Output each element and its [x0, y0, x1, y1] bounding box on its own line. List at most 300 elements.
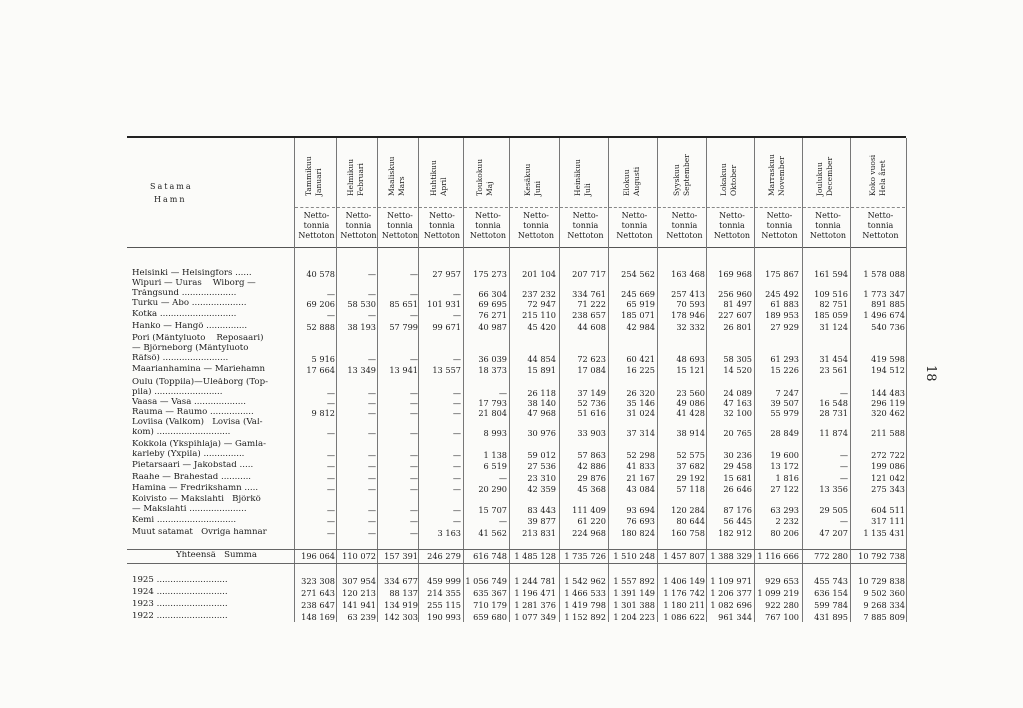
total-cell: 616 748	[473, 551, 507, 561]
table-cell: 38 914	[676, 427, 705, 438]
table-cell: —	[409, 387, 418, 398]
table-cell: 101 931	[427, 299, 461, 309]
row-label-line: Maarianhamina — Mariehamn	[132, 365, 266, 374]
subheader-rule	[295, 207, 335, 208]
table-cell: —	[367, 269, 376, 279]
month-name-fi: Kesäkuu	[523, 163, 532, 196]
row-label-line: Pietarsaari — Jakobstad .....	[132, 461, 254, 470]
year-row-label: 1922 ..........................	[132, 612, 228, 621]
unit-subheader	[294, 211, 339, 241]
table-cell: 19 600	[770, 449, 799, 460]
year-cell: 767 100	[765, 612, 799, 622]
row-label-line: — Björneborg (Mäntyluoto	[132, 343, 249, 353]
year-cell: 1 391 149	[613, 588, 655, 598]
table-cell: 320 462	[871, 408, 905, 418]
table-cell: 6 519	[483, 461, 507, 471]
year-cell: 1 086 622	[663, 612, 705, 622]
table-cell: 237 232	[522, 288, 556, 299]
table-cell: 40 578	[306, 269, 335, 279]
page-number: 18	[923, 365, 938, 382]
table-cell: 213 831	[522, 528, 556, 538]
month-name-fi: Syyskuu	[671, 164, 681, 196]
table-cell: 52 298	[626, 449, 655, 460]
table-cell: —	[409, 473, 418, 483]
year-cell: 929 653	[765, 576, 799, 586]
table-cell: 8 993	[483, 427, 507, 438]
table-cell: 31 454	[819, 353, 848, 364]
month-name-sv: Juli	[582, 183, 592, 196]
month-name-fi: Heinäkuu	[572, 159, 582, 196]
table-cell: 334 761	[572, 288, 606, 299]
table-cell: 16 225	[626, 365, 655, 375]
table-cell: —	[326, 504, 335, 515]
year-cell: 635 367	[473, 588, 507, 598]
row-label-line: Rauma — Raumo ................	[132, 408, 254, 417]
table-cell: —	[839, 387, 848, 398]
month-name-sv: Hela året	[877, 160, 887, 196]
table-cell: 604 511	[871, 504, 905, 515]
table-cell: —	[367, 516, 376, 526]
table-cell: —	[409, 528, 418, 538]
table-cell: 80 206	[770, 528, 799, 538]
table-cell: —	[367, 288, 376, 299]
table-cell: —	[367, 310, 376, 320]
unit-line2: tonnia	[867, 221, 894, 230]
year-cell: 1 542 962	[564, 576, 606, 586]
total-cell: 1 485 128	[514, 551, 556, 561]
table-cell: 29 192	[676, 473, 705, 483]
table-cell: 14 520	[723, 365, 752, 375]
table-cell: 61 220	[577, 516, 606, 526]
year-cell: 10 729 838	[858, 576, 905, 586]
year-cell: 455 743	[814, 576, 848, 586]
table-cell: 41 833	[626, 461, 655, 471]
year-cell: 7 885 809	[863, 612, 905, 622]
year-cell: 9 502 360	[863, 588, 905, 598]
table-cell: —	[367, 461, 376, 471]
year-cell: 1 196 471	[514, 588, 556, 598]
month-name-sv: April	[439, 177, 448, 196]
table-cell: —	[452, 504, 461, 515]
month-header	[475, 148, 497, 196]
table-top-rule	[127, 136, 906, 138]
year-cell: 323 308	[301, 576, 335, 586]
month-header	[304, 148, 326, 196]
table-cell: 28 731	[819, 408, 848, 418]
table-cell: 23 560	[676, 387, 705, 398]
table-cell: 245 669	[621, 288, 655, 299]
year-cell: 88 137	[389, 588, 418, 598]
unit-line1: Netto-	[867, 211, 894, 220]
table-cell: —	[326, 427, 335, 438]
table-cell: 540 736	[871, 322, 905, 332]
unit-subheader	[337, 211, 380, 241]
year-cell: 1 176 742	[663, 588, 705, 598]
subheader-rule	[510, 207, 558, 208]
month-name-fi: Helmikuu	[345, 158, 355, 196]
table-cell: 111 409	[572, 504, 606, 515]
table-cell: —	[452, 387, 461, 398]
table-cell: 27 929	[770, 322, 799, 332]
total-cell: 10 792 738	[858, 551, 905, 561]
table-cell: 109 516	[814, 288, 848, 299]
total-cell: 772 280	[814, 551, 848, 561]
table-cell: 39 507	[770, 398, 799, 408]
table-cell: 16 548	[819, 398, 848, 408]
row-label-line: Wipuri — Uuras Wiborg —	[132, 279, 256, 288]
table-cell: 30 976	[527, 427, 556, 438]
row-label-line: Turku — Åbo ....................	[132, 299, 247, 308]
year-cell: 238 647	[301, 600, 335, 610]
unit-line3: Nettoton	[809, 231, 847, 240]
stub-header-fi: Satama	[150, 182, 193, 191]
table-cell: 13 557	[432, 365, 461, 375]
year-cell: 961 344	[718, 612, 752, 622]
year-row-label: 1925 ..........................	[132, 576, 228, 585]
table-cell: 175 867	[765, 269, 799, 279]
table-cell: 44 854	[527, 353, 556, 364]
table-cell: —	[326, 473, 335, 483]
row-label-line: Muut satamat Övriga hamnar	[132, 528, 267, 537]
table-cell: 55 979	[770, 408, 799, 418]
table-cell: 15 681	[723, 473, 752, 483]
year-cell: 459 999	[427, 576, 461, 586]
table-cell: 27 122	[770, 484, 799, 494]
table-cell: 29 505	[819, 504, 848, 515]
table-cell: 419 598	[871, 353, 905, 364]
year-cell: 142 303	[384, 612, 418, 622]
table-cell: 87 176	[723, 504, 752, 515]
table-cell: —	[367, 353, 376, 364]
table-cell: —	[367, 449, 376, 460]
total-cell: 1 735 726	[564, 551, 606, 561]
table-cell: 17 793	[478, 398, 507, 408]
table-cell: 42 984	[626, 322, 655, 332]
year-cell: 710 179	[473, 600, 507, 610]
year-cell: 1 406 149	[663, 576, 705, 586]
month-name-sv: Maj	[485, 181, 494, 196]
table-cell: 120 284	[671, 504, 705, 515]
unit-line1: Netto-	[621, 211, 648, 220]
table-cell: 45 420	[527, 322, 556, 332]
table-cell: 169 968	[718, 269, 752, 279]
table-cell: 26 320	[626, 387, 655, 398]
total-cell: 1 510 248	[613, 551, 655, 561]
total-cell: 110 072	[342, 551, 376, 561]
unit-line3: Nettoton	[340, 231, 377, 240]
table-cell: —	[452, 427, 461, 438]
table-cell: 296 119	[871, 398, 905, 408]
table-cell: 38 193	[347, 322, 376, 332]
table-cell: —	[367, 504, 376, 515]
month-header	[767, 148, 789, 196]
month-header	[346, 148, 368, 196]
month-header	[719, 148, 741, 196]
table-cell: 238 657	[572, 310, 606, 320]
row-label-line: kom) ...........................	[132, 427, 231, 437]
table-cell: 15 707	[478, 504, 507, 515]
year-cell: 1 204 223	[613, 612, 655, 622]
month-name-fi: Marraskuu	[766, 154, 776, 196]
table-cell: —	[409, 516, 418, 526]
table-cell: 15 121	[676, 365, 705, 375]
month-header	[573, 148, 595, 196]
month-name-fi: Maaliskuu	[387, 156, 396, 196]
table-cell: 29 458	[723, 461, 752, 471]
table-cell: —	[326, 449, 335, 460]
table-cell: 121 042	[871, 473, 905, 483]
unit-subheader	[512, 211, 560, 241]
table-cell: —	[367, 528, 376, 538]
table-cell: 245 492	[765, 288, 799, 299]
unit-line2: tonnia	[303, 221, 330, 230]
table-cell: —	[409, 353, 418, 364]
table-cell: —	[452, 516, 461, 526]
year-cell: 659 680	[473, 612, 507, 622]
year-cell: 1 557 892	[613, 576, 655, 586]
year-cell: 214 355	[427, 588, 461, 598]
table-cell: 65 919	[626, 299, 655, 309]
table-cell: 175 273	[473, 269, 507, 279]
year-cell: 190 993	[427, 612, 461, 622]
table-cell: 43 084	[626, 484, 655, 494]
table-cell: 32 332	[676, 322, 705, 332]
row-label-line: Pori (Mäntyluoto Reposaari)	[132, 334, 264, 343]
year-cell: 1 419 798	[564, 600, 606, 610]
table-cell: 72 623	[577, 353, 606, 364]
table-cell: 76 693	[626, 516, 655, 526]
table-cell: 9 812	[311, 408, 335, 418]
subheader-rule	[803, 207, 849, 208]
table-cell: 11 874	[819, 427, 848, 438]
table-cell: 23 561	[819, 365, 848, 375]
unit-line1: Netto-	[387, 211, 413, 220]
unit-line3: Nettoton	[761, 231, 798, 240]
table-cell: 35 146	[626, 398, 655, 408]
table-cell: 20 765	[723, 427, 752, 438]
table-cell: —	[409, 398, 418, 408]
year-cell: 636 154	[814, 588, 848, 598]
unit-subheader	[852, 211, 909, 241]
month-name-sv: December	[825, 156, 834, 196]
table-cell: 13 941	[389, 365, 418, 375]
unit-line1: Netto-	[429, 211, 455, 220]
table-cell: 194 512	[871, 365, 905, 375]
subheader-rule	[658, 207, 705, 208]
table-cell: 1 773 347	[863, 288, 905, 299]
table-cell: 17 084	[577, 365, 606, 375]
year-cell: 1 206 377	[710, 588, 752, 598]
unit-line3: Nettoton	[517, 231, 555, 240]
total-cell: 1 388 329	[710, 551, 752, 561]
year-cell: 148 169	[301, 612, 335, 622]
row-label-line: Hamina — Fredrikshamn .....	[132, 484, 259, 493]
table-cell: 13 172	[770, 461, 799, 471]
row-label-line: — Makslahti .....................	[132, 504, 247, 514]
year-cell: 1 152 892	[564, 612, 606, 622]
year-cell: 1 056 749	[465, 576, 507, 586]
table-cell: 29 876	[577, 473, 606, 483]
month-header	[672, 148, 694, 196]
table-cell: 81 497	[723, 299, 752, 309]
table-cell: —	[839, 449, 848, 460]
month-name-fi: Toukokuu	[475, 158, 484, 196]
month-header	[523, 148, 545, 196]
table-cell: —	[326, 484, 335, 494]
year-cell: 599 784	[814, 600, 848, 610]
table-cell: 37 314	[626, 427, 655, 438]
subheader-rule	[464, 207, 508, 208]
table-cell: —	[409, 269, 418, 279]
table-cell: 224 968	[572, 528, 606, 538]
subheader-rule	[419, 207, 462, 208]
total-top-rule	[127, 549, 906, 550]
table-cell: 257 413	[671, 288, 705, 299]
unit-line3: Nettoton	[298, 231, 335, 240]
month-header	[815, 148, 837, 196]
table-cell: 227 607	[718, 310, 752, 320]
subheader-rule	[755, 207, 801, 208]
month-header	[387, 148, 409, 196]
month-name-sv: Mars	[397, 176, 406, 196]
table-cell: 47 968	[527, 408, 556, 418]
row-label-line: Oulu (Toppila)—Uleåborg (Top-	[132, 378, 268, 387]
table-cell: 49 086	[676, 398, 705, 408]
unit-line1: Netto-	[303, 211, 330, 220]
unit-line2: tonnia	[345, 221, 372, 230]
subheader-rule	[707, 207, 753, 208]
table-cell: 41 428	[676, 408, 705, 418]
table-cell: 52 888	[306, 322, 335, 332]
table-cell: 5 916	[311, 353, 335, 364]
table-cell: —	[452, 449, 461, 460]
table-cell: —	[367, 427, 376, 438]
table-cell: 47 163	[723, 398, 752, 408]
table-cell: 15 226	[770, 365, 799, 375]
table-cell: —	[367, 473, 376, 483]
year-cell: 922 280	[765, 600, 799, 610]
year-cell: 1 082 696	[710, 600, 752, 610]
year-cell: 1 244 781	[514, 576, 556, 586]
table-cell: 39 877	[527, 516, 556, 526]
table-cell: —	[452, 408, 461, 418]
row-label-line: karleby (Yxpila) ...............	[132, 449, 245, 459]
table-cell: 211 588	[871, 427, 905, 438]
unit-line2: tonnia	[671, 221, 698, 230]
row-label-line: Loviisa (Valkom) Lovisa (Val-	[132, 418, 263, 427]
table-cell: 33 903	[577, 427, 606, 438]
subheader-rule	[609, 207, 656, 208]
unit-line2: tonnia	[387, 221, 413, 230]
table-cell: 160 758	[671, 528, 705, 538]
row-label-line: pila) .........................	[132, 387, 223, 397]
table-cell: 27 957	[432, 269, 461, 279]
table-cell: 1 578 088	[863, 269, 905, 279]
table-cell: —	[326, 461, 335, 471]
header-bottom-rule	[127, 247, 906, 248]
table-cell: 32 100	[723, 408, 752, 418]
total-cell: 196 064	[301, 551, 335, 561]
year-cell: 334 677	[384, 576, 418, 586]
month-name-fi: Elokuu	[621, 169, 631, 196]
unit-line2: tonnia	[523, 221, 549, 230]
table-cell: —	[409, 408, 418, 418]
table-cell: —	[498, 473, 507, 483]
table-cell: 45 368	[577, 484, 606, 494]
unit-line3: Nettoton	[423, 231, 461, 240]
table-cell: 37 682	[676, 461, 705, 471]
table-cell: 37 149	[577, 387, 606, 398]
year-cell: 271 643	[301, 588, 335, 598]
table-cell: —	[409, 449, 418, 460]
year-cell: 1 077 349	[514, 612, 556, 622]
table-cell: 60 421	[626, 353, 655, 364]
row-label-line: Helsinki — Helsingfors ......	[132, 269, 252, 278]
table-cell: 82 751	[819, 299, 848, 309]
stub-header	[150, 180, 230, 206]
month-name-sv: Januari	[313, 168, 323, 196]
table-cell: 93 694	[626, 504, 655, 515]
table-cell: —	[452, 310, 461, 320]
unit-line2: tonnia	[766, 221, 793, 230]
unit-line1: Netto-	[719, 211, 745, 220]
month-name-sv: September	[681, 154, 691, 196]
table-cell: 47 207	[819, 528, 848, 538]
unit-line3: Nettoton	[381, 231, 419, 240]
table-cell: —	[839, 516, 848, 526]
unit-line2: tonnia	[621, 221, 648, 230]
table-cell: 18 373	[478, 365, 507, 375]
table-cell: 254 562	[621, 269, 655, 279]
table-cell: —	[452, 484, 461, 494]
row-label-line: Kemi .............................	[132, 516, 237, 525]
unit-line3: Nettoton	[666, 231, 703, 240]
subheader-rule	[851, 207, 905, 208]
row-label-line: Trångsund ....................	[132, 288, 237, 298]
unit-subheader	[708, 211, 756, 241]
table-cell: 21 804	[478, 408, 507, 418]
table-cell: 317 111	[871, 516, 905, 526]
total-bottom-rule	[127, 563, 906, 564]
table-cell: 1 135 431	[863, 528, 905, 538]
total-cell: 157 391	[384, 551, 418, 561]
table-cell: 189 953	[765, 310, 799, 320]
table-cell: 59 012	[527, 449, 556, 460]
table-cell: 61 293	[770, 353, 799, 364]
table-cell: 275 343	[871, 484, 905, 494]
table-cell: —	[409, 504, 418, 515]
table-cell: —	[326, 310, 335, 320]
stub-header-sv: Hamn	[154, 195, 187, 204]
table-cell: 256 960	[718, 288, 752, 299]
month-name-sv: Februari	[355, 163, 365, 196]
year-row-label: 1923 ..........................	[132, 600, 228, 609]
table-cell: 27 536	[527, 461, 556, 471]
table-cell: 7 247	[775, 387, 799, 398]
table-cell: 21 167	[626, 473, 655, 483]
table-cell: —	[409, 484, 418, 494]
table-cell: 182 912	[718, 528, 752, 538]
table-cell: 31 124	[819, 322, 848, 332]
table-cell: —	[326, 288, 335, 299]
table-cell: 28 849	[770, 427, 799, 438]
table-cell: 3 163	[437, 528, 461, 538]
year-cell: 120 213	[342, 588, 376, 598]
table-cell: 1 816	[775, 473, 799, 483]
month-name-fi: Tammikuu	[303, 156, 313, 196]
year-cell: 1 281 376	[514, 600, 556, 610]
unit-line1: Netto-	[766, 211, 793, 220]
